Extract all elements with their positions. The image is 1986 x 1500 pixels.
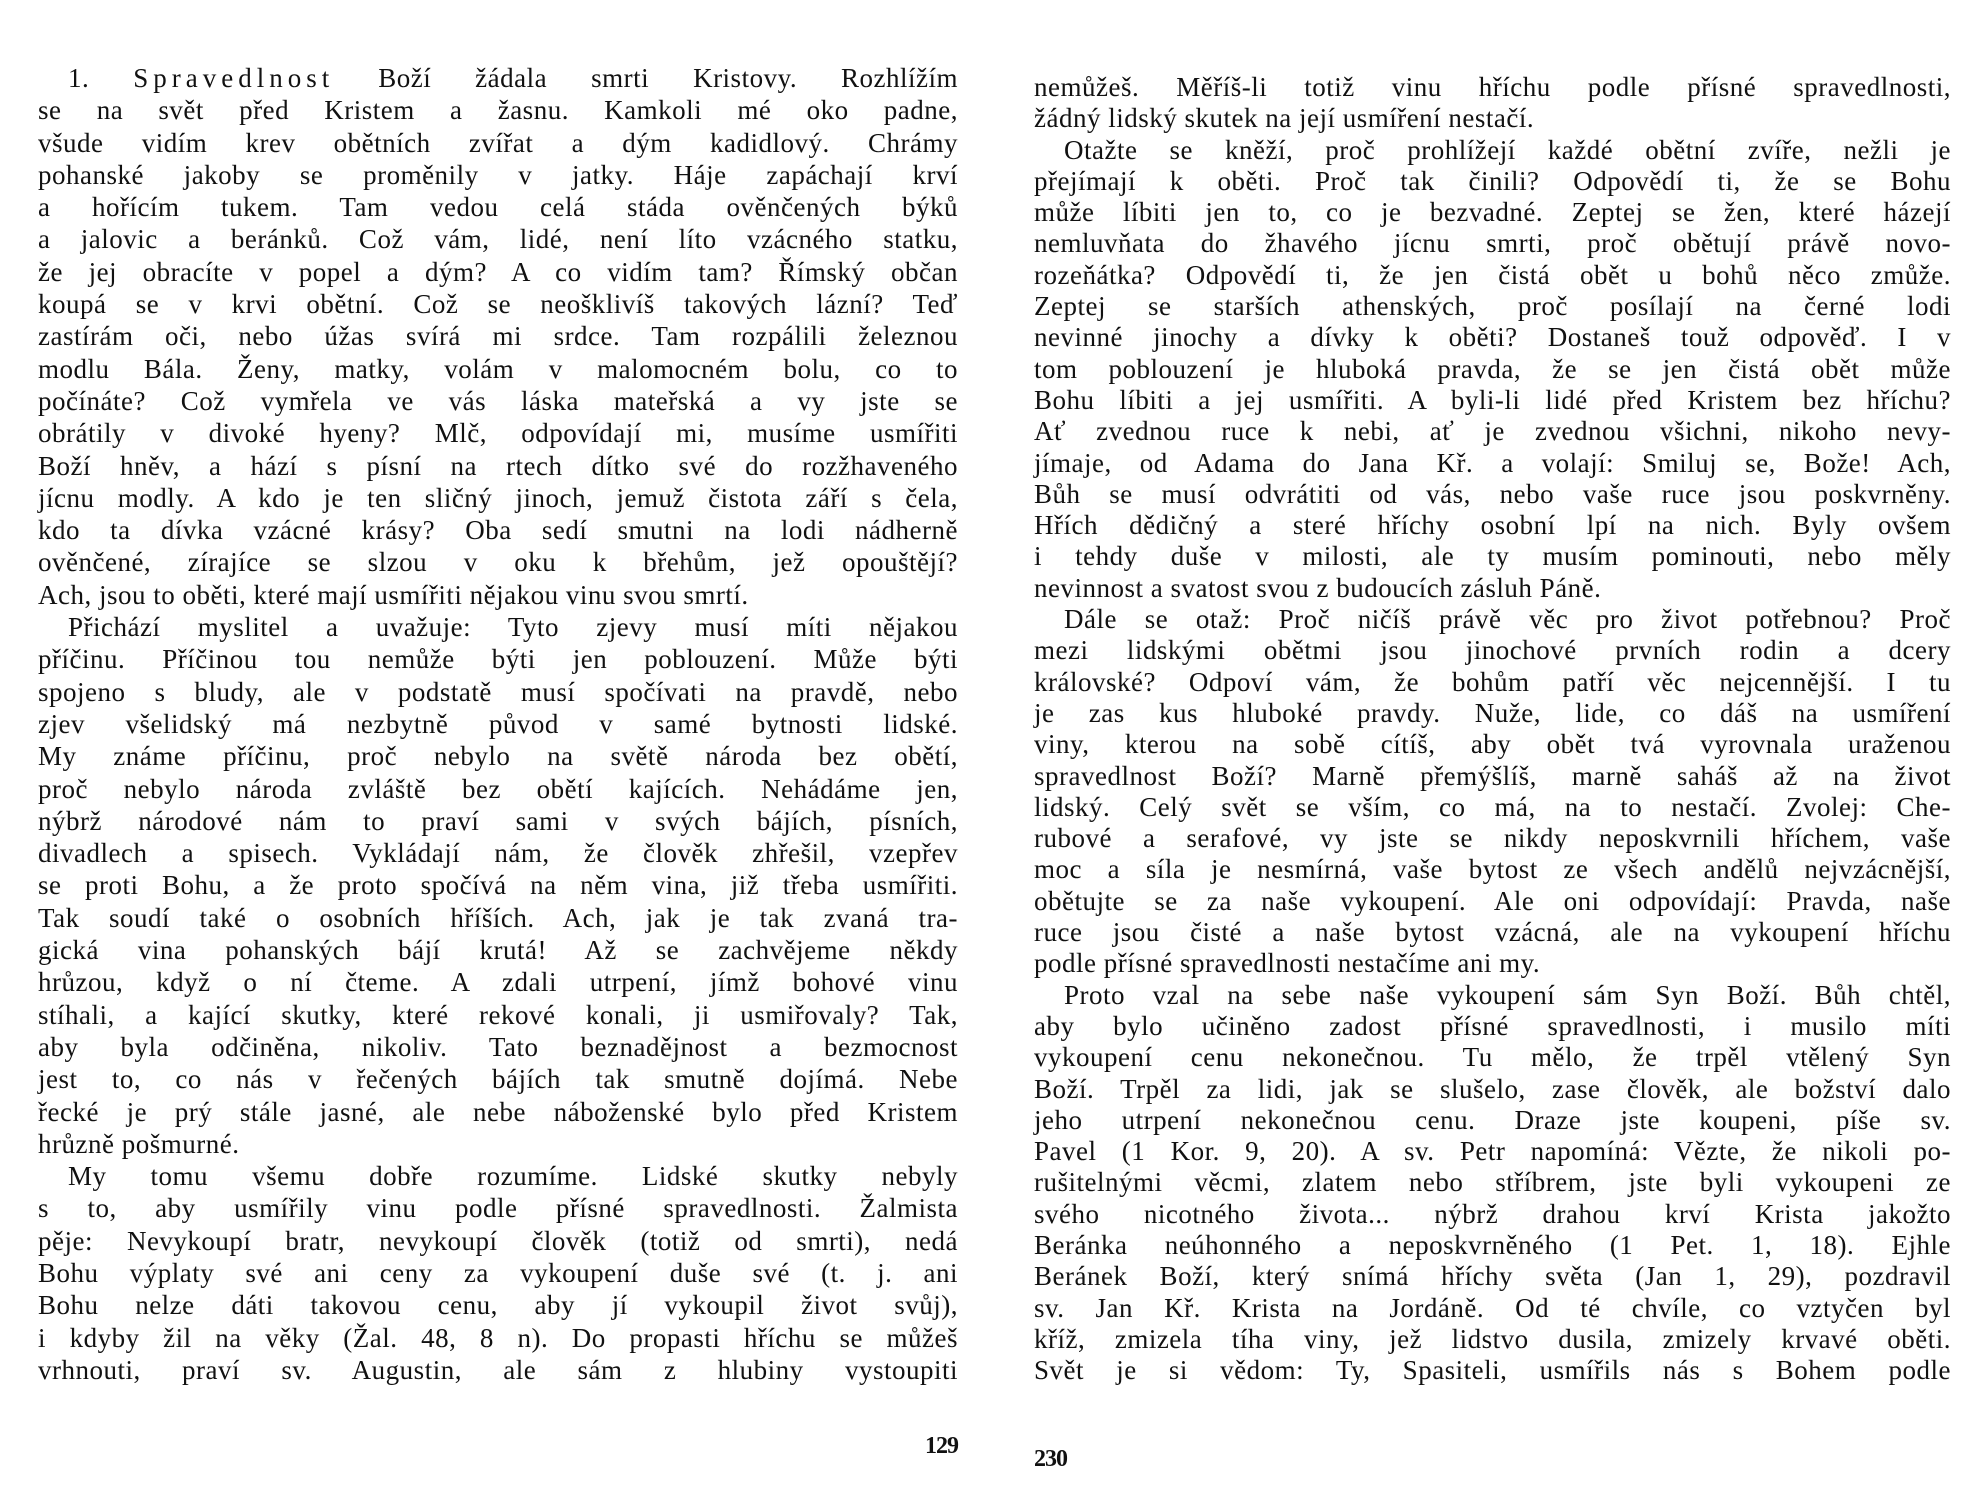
text-line: vykoupení cenu nekonečnou. Tu mělo, že trpěl vtělený Syn [1034, 1042, 1951, 1073]
text-line: řecké je prý stále jasné, ale nebe náboženské bylo před Kristem [38, 1096, 958, 1127]
text-line: Zeptej se starších athenských, proč posílají na černé lodi [1034, 291, 1951, 322]
text-line: jícnu modly. A kdo je ten sličný jinoch, jemuž čistota září s čela, [38, 482, 958, 513]
text-line: pěje: Nevykoupí bratr, nevykoupí člověk (totiž od smrti), nedá [38, 1225, 958, 1256]
text-line: jeho utrpení nekonečnou cenu. Draze jste koupeni, píše sv. [1034, 1104, 1951, 1135]
text-line: Bohu výplaty své ani ceny za vykoupení duše své (t. j. ani [38, 1257, 958, 1288]
text-line: Beránka neúhonného a neposkvrněného (1 Pet. 1, 18). Ejhle [1034, 1229, 1951, 1260]
page-number-right: 230 [1034, 1446, 1067, 1472]
text-line: i tehdy duše v milosti, ale ty musím pominouti, nebo měly [1034, 541, 1951, 572]
text-line: svého nicotného života... nýbrž drahou krví Krista jakožto [1034, 1198, 1951, 1229]
text-line: mezi lidskými obětmi jsou jinochové prvních rodin a dcery [1034, 635, 1951, 666]
text-line: My tomu všemu dobře rozumíme. Lidské skutky nebyly [68, 1161, 958, 1192]
paragraph [1034, 135, 1951, 604]
text-line: se proti Bohu, a že proto spočívá na něm vina, již třeba usmířiti. [38, 870, 958, 901]
text-line: kříž, zmizela tíha viny, jež lidstvo dusila, zmizely krvavé oběti. [1034, 1323, 1951, 1354]
text-line: My známe příčinu, proč nebylo na světě národa bez obětí, [38, 741, 958, 772]
text-line: lidský. Celý svět se vším, co má, na to nestačí. Zvolej: Che- [1034, 791, 1951, 822]
paragraph-first-line [38, 62, 958, 94]
text-line: nýbrž národové nám to praví sami v svých bájích, písních, [38, 805, 958, 836]
text-line: hrůzně pošmurné. [38, 1128, 240, 1159]
text-line: proč nebylo národa zvláště bez obětí kajících. Nehádáme jen, [38, 773, 958, 804]
text-line: Dále se otaž: Proč ničíš právě věc pro život potřebnou? Proč [1064, 604, 1951, 635]
section-number: 1. [68, 63, 90, 93]
text-line: příčinu. Příčinou tou nemůže býti jen poblouzení. Může býti [38, 644, 958, 675]
text-line: Hřích dědičný a steré hříchy osobní lpí na nich. Byly ovšem [1034, 510, 1951, 541]
paragraph [1034, 604, 1951, 980]
text-line: modlu Bála. Ženy, matky, volám v malomocném bolu, co to [38, 353, 958, 384]
text-line: gická vina pohanských bájí krutá! Až se zachvějeme někdy [38, 935, 958, 966]
text-line: Tak soudí také o osobních hříších. Ach, jak je tak zvaná tra- [38, 902, 958, 933]
text-line: rozeňátka? Odpovědí ti, že jen čistá obět u bohů něco zmůže. [1034, 259, 1951, 290]
text-line: zjev všelidský má nezbytně původ v samé bytnosti lidské. [38, 708, 958, 739]
text-line: Pavel (1 Kor. 9, 20). A sv. Petr napomíná: Vězte, že nikoli po- [1034, 1136, 1951, 1167]
text-line: obrátily v divoké hyeny? Mlč, odpovídají mi, musíme usmířiti [38, 418, 958, 449]
text-line: obětujte se za naše vykoupení. Ale oni odpovídají: Pravda, naše [1034, 885, 1951, 916]
text-line: spravedlnost Boží? Marně přemýšlíš, marně saháš až na život [1034, 760, 1951, 791]
text-line: Boží hněv, a hází s písní na rtech dítko své do rozžhaveného [38, 450, 958, 481]
text-line: je zas kus hluboké pravdy. Nuže, lide, co dáš na usmíření [1034, 697, 1951, 728]
right-page-text [1034, 72, 1951, 1386]
paragraph [38, 611, 958, 1160]
text-line: tom poblouzení je hluboká pravda, že se jen čistá obět může [1034, 353, 1951, 384]
text-line: pohanské jakoby se proměnily v jatky. Háje zapáchají krví [38, 159, 958, 190]
text-line: Boží. Trpěl za lidi, jak se slušelo, zase člověk, ale božství dalo [1034, 1073, 1951, 1104]
text-line: viny, kterou na sobě cítíš, aby obět tvá vyrovnala uraženou [1034, 729, 1951, 760]
line-text: Boží žádala smrti Kristovy. Rozhlížím [378, 63, 959, 93]
text-line: Přichází myslitel a uvažuje: Tyto zjevy musí míti nějakou [68, 612, 958, 643]
text-line: aby bylo učiněno zadost přísné spravedlnosti, i musilo míti [1034, 1010, 1951, 1041]
text-line: hrůzou, když o ní čteme. A zdali utrpení, jímž bohové vinu [38, 967, 958, 998]
text-line: může líbiti jen to, co je bezvadné. Zeptej se žen, které házejí [1034, 197, 1951, 228]
text-line: královské? Odpoví vám, že bohům patří věc nejcennější. I tu [1034, 666, 1951, 697]
text-line: Svět je si vědom: Ty, Spasiteli, usmířils nás s Bohem podle [1034, 1355, 1951, 1386]
text-line: sv. Jan Kř. Krista na Jordáně. Od té chvíle, co vztyčen byl [1034, 1292, 1951, 1323]
text-line: divadlech a spisech. Vykládají nám, že člověk zhřešil, vzepřev [38, 838, 958, 869]
text-line: přejímají k oběti. Proč tak činili? Odpovědí ti, že se Bohu [1034, 165, 1951, 196]
text-line: koupá se v krvi obětní. Což se neošklivíš takových lázní? Teď [38, 289, 958, 320]
text-line: Bohu líbiti a jej usmířiti. A byli-li lidé před Kristem bez hříchu? [1034, 384, 1951, 415]
text-line: nemůžeš. Měříš-li totiž vinu hříchu podle přísné spravedlnosti, [1034, 72, 1951, 102]
text-line: nevinné jinochy a dívky k oběti? Dostaneš touž odpověď. I v [1034, 322, 1951, 353]
text-line: Bohu nelze dáti takovou cenu, aby jí vykoupil život svůj), [38, 1290, 958, 1321]
paragraph [38, 1160, 958, 1386]
text-line: stíhali, a kající skutky, které rekové konali, ji usmiřovaly? Tak, [38, 999, 958, 1030]
text-line: a jalovic a beránků. Což vám, lidé, není líto vzácného statku, [38, 224, 958, 255]
text-line: nemluvňata do žhavého jícnu smrti, proč obětují právě novo- [1034, 228, 1951, 259]
text-line: Proto vzal na sebe naše vykoupení sám Syn Boží. Bůh chtěl, [1064, 979, 1951, 1010]
text-line: podle přísné spravedlnosti nestačíme ani my. [1034, 948, 1541, 979]
text-line: spojeno s bludy, ale v podstatě musí spočívati na pravdě, nebo [38, 676, 958, 707]
text-line: všude vidím krev obětních zvířat a dým kadidlový. Chrámy [38, 127, 958, 158]
text-line: jímaje, od Adama do Jana Kř. a volají: Smiluj se, Bože! Ach, [1034, 447, 1951, 478]
text-line: Ať zvednou ruce k nebi, ať je zvednou všichni, nikoho nevy- [1034, 416, 1951, 447]
text-line: moc a síla je nesmírná, vaše bytost ze všech andělů nejvzácnější, [1034, 854, 1951, 885]
paragraph [1034, 980, 1951, 1387]
text-line: aby byla odčiněna, nikoliv. Tato beznadějnost a bezmocnost [38, 1031, 958, 1062]
text-line: Beránek Boží, který snímá hříchy světa (Jan 1, 29), pozdravil [1034, 1261, 1951, 1292]
text-line: že jej obracíte v popel a dým? A co vidím tam? Římský občan [38, 256, 958, 287]
text-line: Bůh se musí odvrátiti od vás, nebo vaše ruce jsou poskvrněny. [1034, 478, 1951, 509]
text-line: a hořícím tukem. Tam vedou celá stáda ověnčených býků [38, 192, 958, 223]
text-line: se na svět před Kristem a žasnu. Kamkoli mé oko padne, [38, 95, 958, 126]
text-line: ruce jsou čisté a naše bytost vzácná, ale na vykoupení hříchu [1034, 917, 1951, 948]
text-line: s to, aby usmířily vinu podle přísné spravedlnosti. Žalmista [38, 1193, 958, 1224]
text-line: nevinnost a svatost svou z budoucích zásluh Páně. [1034, 572, 1602, 603]
text-line: kdo ta dívka vzácné krásy? Oba sedí smutni na lodi nádherně [38, 515, 958, 546]
text-line: žádný lidský skutek na její usmíření nestačí. [1034, 103, 1535, 134]
text-line: vrhnouti, praví sv. Augustin, ale sám z hlubiny vystoupiti [38, 1354, 958, 1385]
text-line: Otažte se kněží, proč prohlížejí každé obětní zvíře, nežli je [1064, 134, 1951, 165]
text-line: počínáte? Což vymřela ve vás láska mateřská a vy jste se [38, 385, 958, 416]
text-line: zastírám oči, nebo úžas svírá mi srdce. Tam rozpálili železnou [38, 321, 958, 352]
text-line: rušitelnými věcmi, zlatem nebo stříbrem, jste byli vykoupeni ze [1034, 1167, 1951, 1198]
text-line: ověnčené, zírajíce se slzou v oku k břehům, jež opouštějí? [38, 547, 958, 578]
left-page-text [38, 62, 958, 1386]
text-line: rubové a serafové, vy jste se nikdy neposkvrnili hříchem, vaše [1034, 823, 1951, 854]
paragraph [1034, 72, 1951, 135]
text-line: i kdyby žil na věky (Žal. 48, 8 n). Do propasti hříchu se můžeš [38, 1322, 958, 1353]
paragraph [38, 62, 958, 611]
text-line: Ach, jsou to oběti, které mají usmířiti nějakou vinu svou smrtí. [38, 579, 749, 610]
text-line: jest to, co nás v řečených bájích tak smutně dojímá. Nebe [38, 1064, 958, 1095]
page-number-left: 129 [925, 1433, 958, 1459]
section-heading-word: Spravedlnost [133, 63, 335, 93]
